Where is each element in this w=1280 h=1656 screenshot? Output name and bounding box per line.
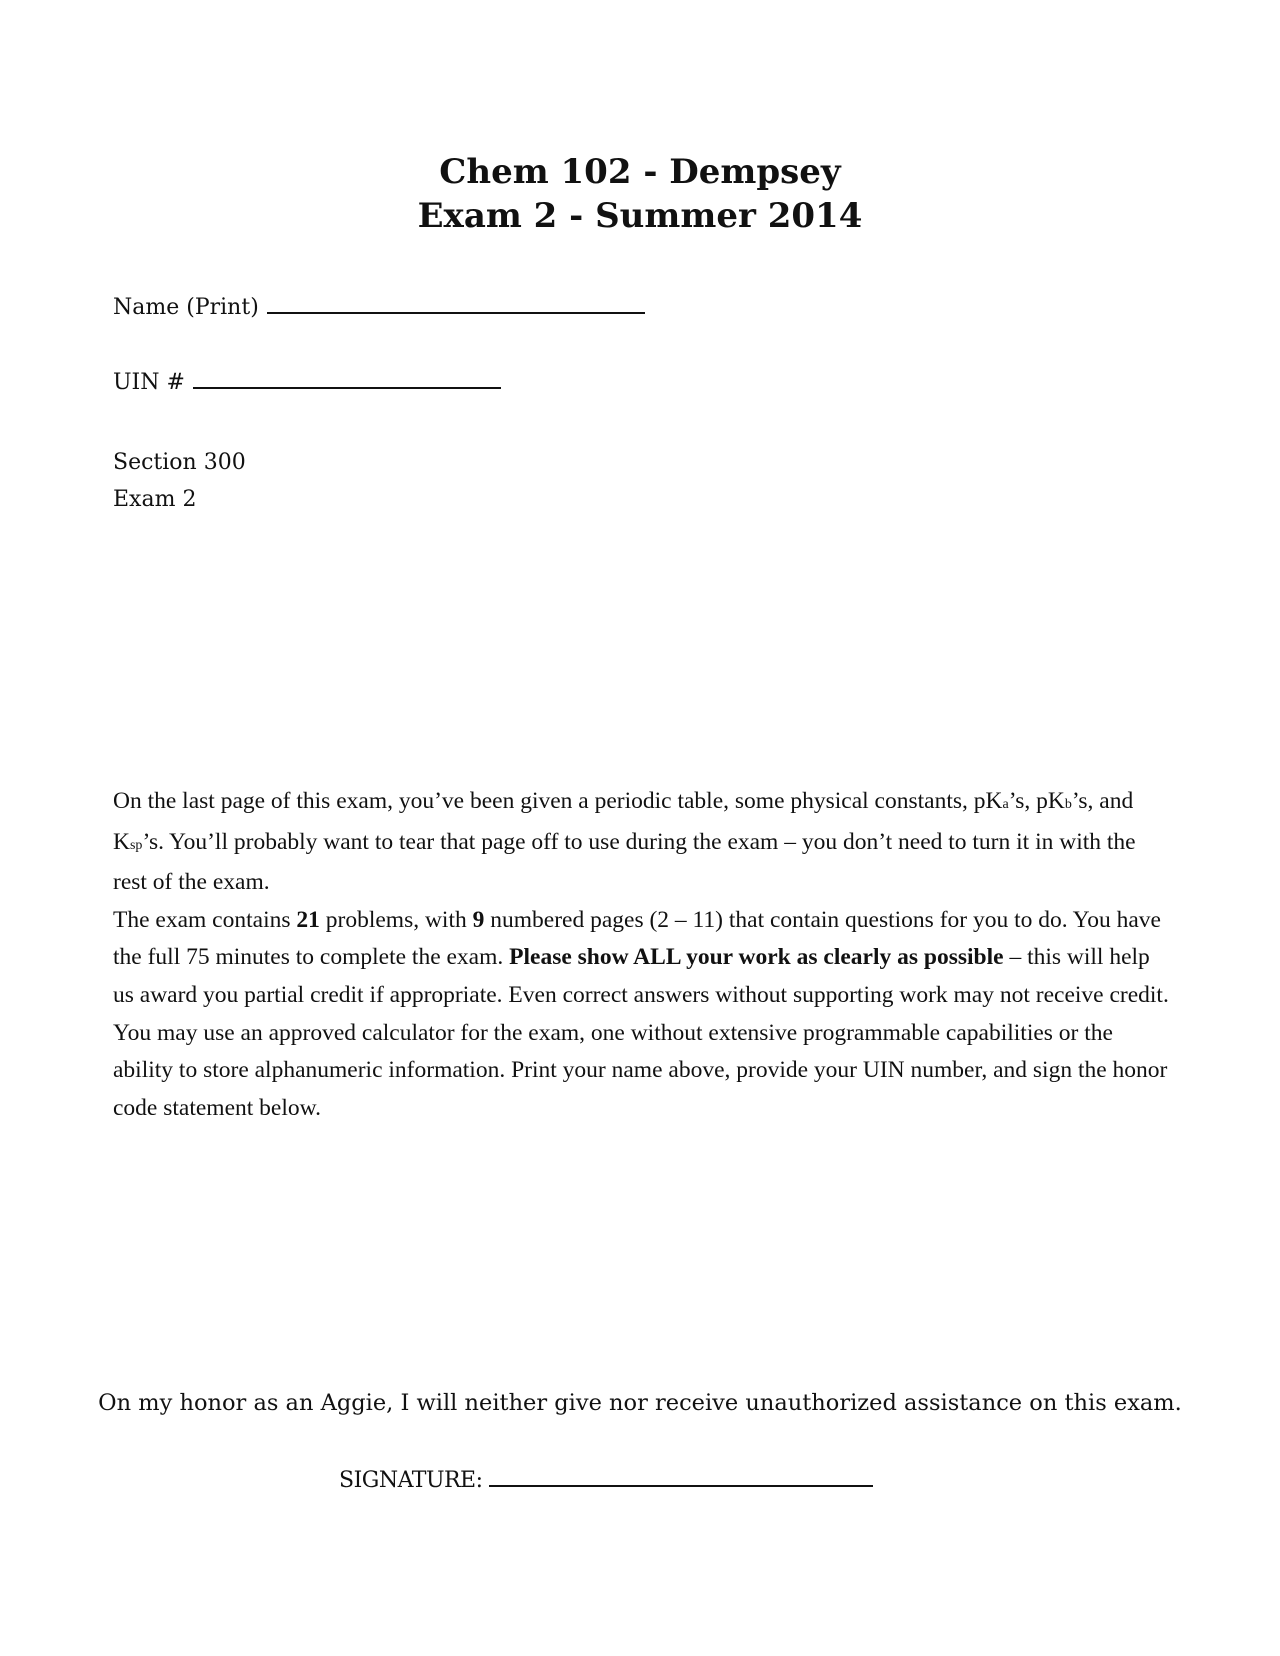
signature-field	[339, 1463, 873, 1496]
instructions-text: numbered pages (2 – 11) that contain questions for you to do. You have the full 75 minutes to complete the exam.	[113, 906, 1161, 971]
uin-label: UIN #	[113, 370, 185, 395]
instructions-paragraph-1	[113, 783, 1173, 902]
instructions	[113, 783, 1173, 1127]
name-field	[113, 290, 645, 323]
instructions-text: The exam contains	[113, 906, 297, 933]
subscript-a: a	[1002, 797, 1009, 812]
instructions-text: ’s, and K	[113, 788, 1134, 855]
uin-blank-line[interactable]	[193, 365, 501, 389]
exam-number-text: Exam 2	[113, 487, 197, 512]
exam-title: Exam 2 - Summer 2014	[417, 196, 863, 236]
instructions-text: On the last page of this exam, you’ve been given a periodic table, some physical constants, pK	[113, 788, 1003, 814]
signature-label: SIGNATURE:	[339, 1468, 483, 1493]
instructions-text: – this will help us award you partial credit if appropriate. Even correct answers without supporting work may not receive credit. You may use an approved calculator for the exam, one without extensive programmable capabilities or the ability to store alphanumeric information. Print your name above, provide your UIN number, and sign the honor code statement below.	[113, 944, 1169, 1121]
instructions-paragraph-2	[113, 902, 1173, 1128]
subscript-b: b	[1064, 797, 1072, 812]
course-title: Chem 102 - Dempsey	[439, 152, 841, 192]
uin-field	[113, 365, 501, 398]
show-work-emphasis: Please show ALL your work as clearly as possible	[509, 944, 1004, 971]
problem-count: 21	[296, 906, 320, 933]
section-text: Section 300	[113, 450, 246, 475]
signature-blank-line[interactable]	[489, 1463, 873, 1487]
page-count: 9	[472, 906, 485, 933]
instructions-text: problems, with	[319, 906, 473, 933]
subscript-sp: sp	[129, 837, 143, 853]
name-label: Name (Print)	[113, 295, 259, 320]
name-blank-line[interactable]	[267, 290, 645, 314]
honor-statement: On my honor as an Aggie, I will neither give nor receive unauthorized assistance on this exam.	[98, 1390, 1182, 1416]
instructions-text: ’s. You’ll probably want to tear that page off to use during the exam – you don’t need to turn it in with the rest of the exam.	[113, 828, 1136, 896]
instructions-text: ’s, pK	[1008, 788, 1065, 814]
